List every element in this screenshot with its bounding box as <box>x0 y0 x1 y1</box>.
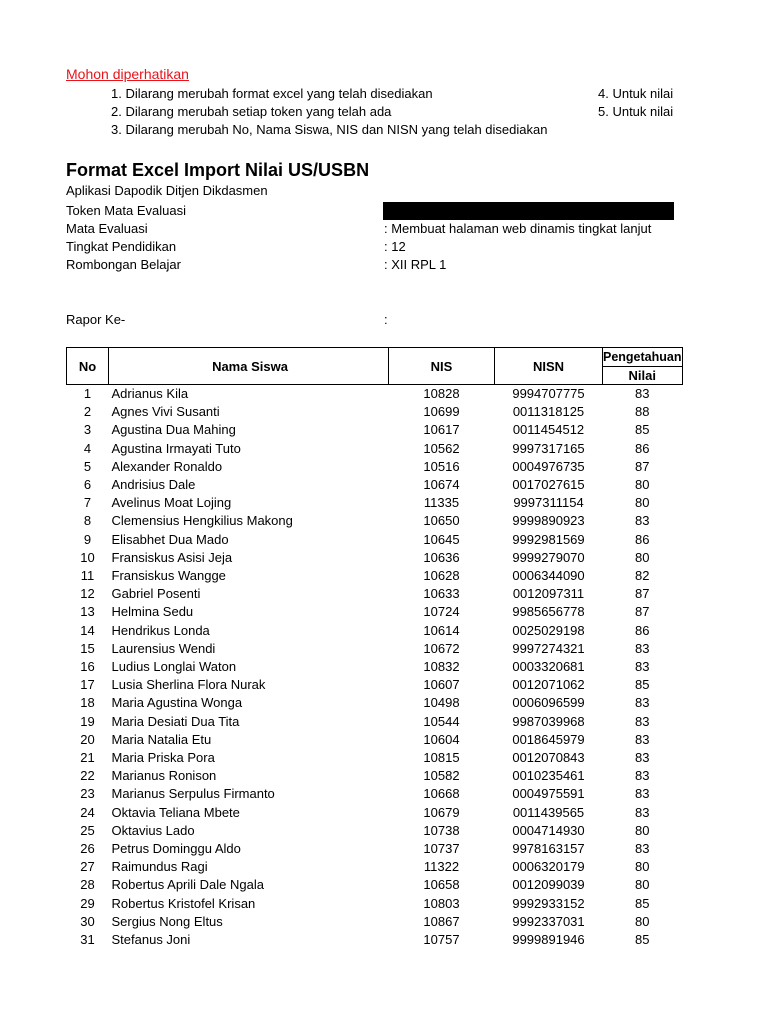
subject-label: Mata Evaluasi <box>66 221 148 236</box>
app-subtitle: Aplikasi Dapodik Ditjen Dikdasmen <box>66 183 268 198</box>
row-nis: 10498 <box>423 695 460 711</box>
table-row <box>67 895 683 913</box>
row-no: 9 <box>83 531 92 547</box>
row-name: Laurensius Wendi <box>111 640 216 656</box>
row-name: Adrianus Kila <box>111 386 189 401</box>
row-nis: 10562 <box>423 440 460 456</box>
row-nisn: 9992933152 <box>512 895 585 911</box>
row-name: Hendrikus Londa <box>111 622 210 638</box>
row-score: 80 <box>635 549 650 565</box>
report-label: Rapor Ke- <box>66 312 126 327</box>
row-score: 87 <box>635 604 650 620</box>
row-nisn: 0012097311 <box>512 586 585 602</box>
row-no: 19 <box>80 713 95 729</box>
row-name: Raimundus Ragi <box>111 859 208 875</box>
table-row <box>67 603 683 621</box>
row-nis: 10828 <box>423 386 460 401</box>
row-score: 85 <box>635 677 650 693</box>
row-no: 24 <box>80 804 95 820</box>
row-nis: 10617 <box>423 422 460 438</box>
row-no: 22 <box>80 768 95 784</box>
table-row <box>67 512 683 530</box>
row-nis: 10582 <box>423 768 460 784</box>
class-value: : XII RPL 1 <box>384 257 447 272</box>
row-score: 83 <box>635 695 650 711</box>
row-name: Sergius Nong Eltus <box>111 913 223 929</box>
row-no: 30 <box>80 913 95 929</box>
row-nisn: 0006320179 <box>512 859 585 875</box>
row-score: 80 <box>635 822 650 838</box>
row-score: 86 <box>635 622 650 638</box>
row-nis: 10724 <box>423 604 460 620</box>
row-name: Agustina Irmayati Tuto <box>111 440 241 456</box>
row-name: Gabriel Posenti <box>111 586 201 602</box>
token-label: Token Mata Evaluasi <box>66 203 186 218</box>
row-name: Maria Desiati Dua Tita <box>111 713 240 729</box>
row-no: 25 <box>80 822 95 838</box>
rule-3: 3. Dilarang merubah No, Nama Siswa, NIS dan NISN yang telah disediakan <box>111 122 548 137</box>
grades-table <box>66 347 683 949</box>
row-nisn: 0010235461 <box>512 768 585 784</box>
row-score: 80 <box>635 877 650 893</box>
row-score: 88 <box>635 404 650 420</box>
row-name: Maria Natalia Etu <box>111 731 212 747</box>
row-nis: 10674 <box>423 477 460 493</box>
table-row <box>67 713 683 731</box>
table-row <box>67 549 683 567</box>
table-row <box>67 440 683 458</box>
header-no: No <box>67 348 109 385</box>
row-nis: 10699 <box>423 404 460 420</box>
row-name: Clemensius Hengkilius Makong <box>111 513 293 529</box>
table-row <box>67 676 683 694</box>
row-nisn: 9997311154 <box>513 495 584 511</box>
row-no: 8 <box>83 513 92 529</box>
table-row <box>67 840 683 858</box>
row-nis: 10815 <box>423 750 460 766</box>
row-no: 14 <box>80 622 95 638</box>
row-score: 85 <box>635 895 650 911</box>
row-nisn: 0006096599 <box>512 695 585 711</box>
row-nis: 10614 <box>423 622 460 638</box>
row-nis: 10658 <box>423 877 460 893</box>
row-score: 86 <box>635 440 650 456</box>
row-score: 87 <box>635 458 650 474</box>
row-score: 83 <box>635 750 650 766</box>
row-score: 80 <box>635 477 650 493</box>
row-nisn: 0004975591 <box>512 786 585 802</box>
row-nis: 10628 <box>423 568 460 584</box>
row-nisn: 0012099039 <box>512 877 585 893</box>
row-nisn: 0018645979 <box>512 731 585 747</box>
row-nisn: 9992981569 <box>512 531 585 547</box>
row-nisn: 0004976735 <box>512 458 585 474</box>
row-name: Stefanus Joni <box>111 932 191 948</box>
row-name: Fransiskus Asisi Jeja <box>111 549 233 565</box>
header-score: Nilai <box>603 367 683 385</box>
row-no: 23 <box>80 786 95 802</box>
row-nisn: 0011454512 <box>512 422 585 438</box>
table-row <box>67 913 683 931</box>
row-no: 27 <box>80 859 95 875</box>
row-no: 5 <box>83 458 92 474</box>
row-nisn: 0012071062 <box>512 677 585 693</box>
row-nisn: 0017027615 <box>512 477 585 493</box>
row-nisn: 9997317165 <box>512 440 585 456</box>
row-score: 80 <box>635 495 650 511</box>
row-score: 83 <box>635 841 650 857</box>
table-row <box>67 694 683 712</box>
row-no: 11 <box>80 568 95 584</box>
row-name: Maria Agustina Wonga <box>111 695 243 711</box>
row-nisn: 9999279070 <box>512 549 585 565</box>
table-row <box>67 822 683 840</box>
table-row <box>67 622 683 640</box>
row-no: 17 <box>80 677 95 693</box>
row-nisn: 9999890923 <box>512 513 585 529</box>
row-nisn: 0006344090 <box>512 568 585 584</box>
table-row <box>67 858 683 876</box>
row-name: Fransiskus Wangge <box>111 568 226 584</box>
row-nis: 10832 <box>423 659 460 675</box>
notice-title: Mohon diperhatikan <box>66 66 189 82</box>
row-nisn: 9992337031 <box>512 913 585 929</box>
row-name: Oktavia Teliana Mbete <box>111 804 240 820</box>
row-nis: 10738 <box>423 822 460 838</box>
row-nisn: 0003320681 <box>512 659 585 675</box>
row-no: 16 <box>80 659 95 675</box>
row-nis: 10604 <box>423 731 460 747</box>
row-nisn: 0011439565 <box>512 804 585 820</box>
table-row <box>67 567 683 585</box>
row-no: 10 <box>80 549 95 565</box>
row-score: 80 <box>635 859 650 875</box>
row-no: 20 <box>80 731 95 747</box>
row-no: 29 <box>80 895 95 911</box>
row-nis: 10803 <box>423 895 460 911</box>
row-nis: 10737 <box>423 841 460 857</box>
row-nis: 10679 <box>423 804 460 820</box>
row-score: 83 <box>635 713 650 729</box>
table-row <box>67 494 683 512</box>
row-no: 31 <box>80 932 95 948</box>
row-nis: 10867 <box>423 913 460 929</box>
rule-4: 4. Untuk nilai <box>598 86 674 101</box>
header-name: Nama Siswa <box>109 348 389 385</box>
row-name: Maria Priska Pora <box>111 750 215 766</box>
token-redacted-cell <box>383 202 674 220</box>
table-row <box>67 385 683 404</box>
row-score: 83 <box>635 640 650 656</box>
class-label: Rombongan Belajar <box>66 257 181 272</box>
row-nisn: 9994707775 <box>512 386 585 401</box>
header-group-knowledge: Pengetahuan <box>603 348 683 367</box>
row-score: 83 <box>635 386 650 401</box>
row-score: 85 <box>635 422 650 438</box>
table-row <box>67 531 683 549</box>
row-nisn: 0004714930 <box>512 822 585 838</box>
row-name: Agustina Dua Mahing <box>111 422 236 438</box>
row-no: 1 <box>83 386 92 401</box>
row-nis: 10650 <box>423 513 460 529</box>
row-name: Agnes Vivi Susanti <box>111 404 220 420</box>
row-nis: 10607 <box>423 677 460 693</box>
table-row <box>67 585 683 603</box>
row-nis: 10636 <box>423 549 460 565</box>
row-score: 87 <box>635 586 650 602</box>
level-value: : 12 <box>384 239 406 254</box>
table-row <box>67 640 683 658</box>
row-no: 15 <box>80 640 95 656</box>
row-nisn: 0012070843 <box>512 750 585 766</box>
row-no: 18 <box>80 695 95 711</box>
row-no: 13 <box>80 604 95 620</box>
row-nis: 10516 <box>423 458 460 474</box>
row-score: 83 <box>635 768 650 784</box>
row-name: Avelinus Moat Lojing <box>111 495 232 511</box>
row-score: 80 <box>635 913 650 929</box>
table-row <box>67 767 683 785</box>
rule-5: 5. Untuk nilai <box>598 104 674 119</box>
row-no: 7 <box>83 495 92 511</box>
row-score: 83 <box>635 513 650 529</box>
row-no: 26 <box>80 841 95 857</box>
header-nisn: NISN <box>495 348 603 385</box>
table-row <box>67 476 683 494</box>
row-no: 28 <box>80 877 95 893</box>
table-row <box>67 785 683 803</box>
row-nis: 10544 <box>423 713 460 729</box>
table-row <box>67 749 683 767</box>
row-score: 83 <box>635 731 650 747</box>
subject-value: : Membuat halaman web dinamis tingkat lanjut <box>384 221 652 236</box>
row-score: 86 <box>635 531 650 547</box>
row-name: Petrus Dominggu Aldo <box>111 841 241 857</box>
report-value: : <box>384 312 388 327</box>
row-nisn: 9978163157 <box>512 841 585 857</box>
row-nis: 10645 <box>423 531 460 547</box>
row-score: 83 <box>635 804 650 820</box>
row-score: 85 <box>635 932 650 948</box>
rule-1: 1. Dilarang merubah format excel yang telah disediakan <box>111 86 433 101</box>
row-name: Alexander Ronaldo <box>111 458 223 474</box>
header-nis: NIS <box>389 348 495 385</box>
row-no: 12 <box>80 586 95 602</box>
row-nisn: 0011318125 <box>512 404 585 420</box>
row-no: 6 <box>83 477 92 493</box>
level-label: Tingkat Pendidikan <box>66 239 177 254</box>
row-no: 21 <box>80 750 95 766</box>
row-score: 82 <box>635 568 650 584</box>
table-row <box>67 804 683 822</box>
row-nis: 10672 <box>423 640 460 656</box>
row-nisn: 9987039968 <box>512 713 585 729</box>
row-name: Andrisius Dale <box>111 477 196 493</box>
row-nis: 10757 <box>423 932 460 948</box>
row-no: 3 <box>83 422 92 438</box>
row-no: 2 <box>83 404 92 420</box>
row-score: 83 <box>635 659 650 675</box>
row-name: Ludius Longlai Waton <box>111 659 237 675</box>
row-nisn: 9985656778 <box>512 604 585 620</box>
row-nis: 11322 <box>423 859 460 875</box>
row-name: Robertus Aprili Dale Ngala <box>111 877 264 893</box>
row-name: Elisabhet Dua Mado <box>111 531 229 547</box>
table-row <box>67 658 683 676</box>
row-name: Marianus Ronison <box>111 768 217 784</box>
row-name: Marianus Serpulus Firmanto <box>111 786 275 802</box>
row-nisn: 9999891946 <box>512 932 585 948</box>
table-row <box>67 458 683 476</box>
table-row <box>67 421 683 439</box>
rule-2: 2. Dilarang merubah setiap token yang telah ada <box>111 104 392 119</box>
row-name: Helmina Sedu <box>111 604 194 620</box>
row-name: Lusia Sherlina Flora Nurak <box>111 677 266 693</box>
row-nisn: 0025029198 <box>512 622 585 638</box>
row-nisn: 9997274321 <box>512 640 585 656</box>
table-row <box>67 931 683 949</box>
row-name: Robertus Kristofel Krisan <box>111 895 256 911</box>
table-row <box>67 403 683 421</box>
table-row <box>67 876 683 894</box>
row-name: Oktavius Lado <box>111 822 195 838</box>
row-nis: 10633 <box>423 586 460 602</box>
row-score: 83 <box>635 786 650 802</box>
row-nis: 11335 <box>423 495 460 511</box>
document-title: Format Excel Import Nilai US/USBN <box>66 160 370 180</box>
table-row <box>67 731 683 749</box>
row-nis: 10668 <box>423 786 460 802</box>
row-no: 4 <box>83 440 92 456</box>
